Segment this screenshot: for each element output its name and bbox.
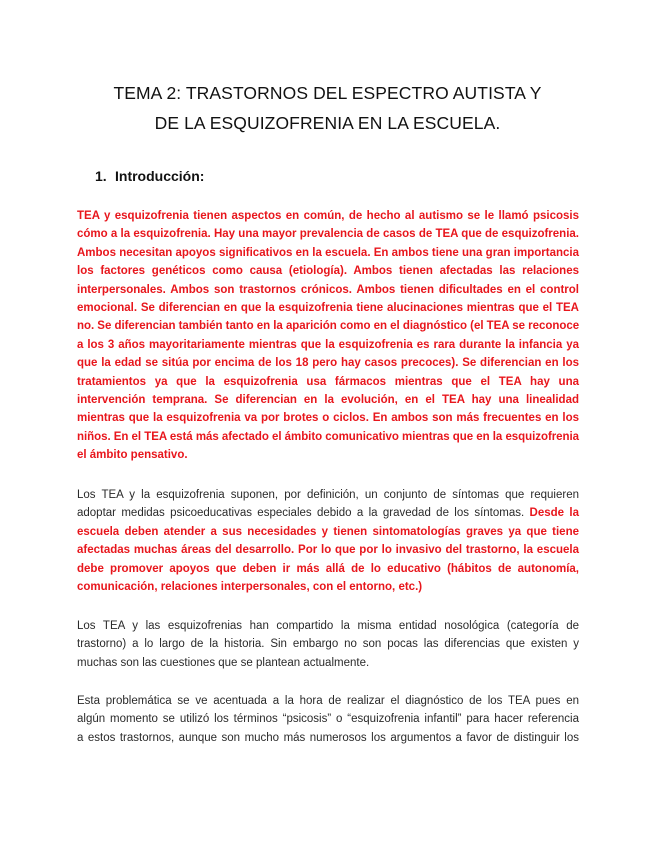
p1-line: los factores genéticos como causa (etiología). Ambos tienen afectadas las relaciones [77,265,579,278]
p4-line: algún momento se utilizó los términos “psicosis” o “esquizofrenia infantil” para hacer referencia [77,713,579,726]
p3-line: Los TEA y las esquizofrenias han compartido la misma entidad nosológica (categoría de [77,620,579,632]
p1-line: no. Se diferencian también tanto en la aparición como en el diagnóstico (el TEA se reconoce [77,320,580,333]
p1-line: mientras que la esquizofrenia va por brotes o ciclos. En ambos son más frecuentes en los [77,412,579,425]
p2-line: Los TEA y la esquizofrenia suponen, por definición, un conjunto de síntomas que requieren [77,489,579,501]
p1-line: Ambos necesitan apoyos significativos en la escuela. En ambos tiene una gran importancia [77,246,579,259]
p4-line: Esta problemática se ve acentuada a la hora de realizar el diagnóstico de los TEA pues en [77,695,579,707]
p2-red-line: comunicación, relaciones interpersonales, con el entorno, etc.) [77,580,423,593]
paragraph-nosology [77,617,579,672]
p2-red-line: escuela deben atender a sus necesidades y tienen sintomatologías graves ya que tiene [77,525,579,538]
title-line-2: DE LA ESQUIZOFRENIA EN LA ESCUELA. [154,113,501,133]
p2-line-mixed [77,504,579,522]
p1-line: que la edad se sitúa por encima de los 18 pero hay casos precoces). Se diferencian en los [77,357,579,370]
p2-line-red-part: Desde la [529,507,579,520]
p1-line: cómo a la esquizofrenia. Hay una mayor prevalencia de casos de TEA que de esquizofrenia. [77,228,579,241]
p1-line: el ámbito pensativo. [77,449,188,462]
title-line-1: TEMA 2: TRASTORNOS DEL ESPECTRO AUTISTA Y [113,83,542,103]
p1-line: tratamientos ya que la esquizofrenia usa fármacos mientras que el TEA hay una [77,375,579,388]
p1-line: emocional. Se diferencian en que la esquizofrenia tiene alucinaciones mientras que el TEA [77,301,579,314]
p1-line: interpersonales. Ambos son trastornos crónicos. Ambos tienen dificultades en el control [77,283,579,296]
paragraph-mixed [77,486,579,596]
p1-line: intervención temprana. Se diferencian en la evolución, en el TEA hay una linealidad [77,393,579,406]
section-number: 1. [95,168,107,184]
p2-line-black-part: adoptar medidas psicoeducativas especiales debido a la gravedad de los síntomas. [77,507,525,520]
p3-line: trastorno) a lo largo de la historia. Sin embargo no son pocas las diferencias que existen y [77,638,579,651]
document-title [40,78,615,138]
p2-red-line: afectadas muchas áreas del desarrollo. Por lo que por lo invasivo del trastorno, la escuela [77,544,579,557]
p1-line: niños. En el TEA está más afectado el ámbito comunicativo mientras que en la esquizofrenia [77,430,579,443]
p2-red-line: debe promover apoyos que deben ir más allá de lo educativo (hábitos de autonomía, [77,562,579,575]
section-heading [95,168,204,184]
p4-line: a estos trastornos, aunque son mucho más numerosos los argumentos a favor de distinguir los [77,731,579,744]
paragraph-red-summary [77,207,579,464]
p3-line: muchas son las cuestiones que se plantean actualmente. [77,656,370,669]
section-title: Introducción: [115,168,205,184]
p1-line: TEA y esquizofrenia tienen aspectos en común, de hecho al autismo se le llamó psicosis [77,210,579,222]
paragraph-diagnosis [77,692,579,747]
p1-line: a los 3 años mayoritariamente mientras que la esquizofrenia es rara durante la infancia ya [77,338,579,351]
